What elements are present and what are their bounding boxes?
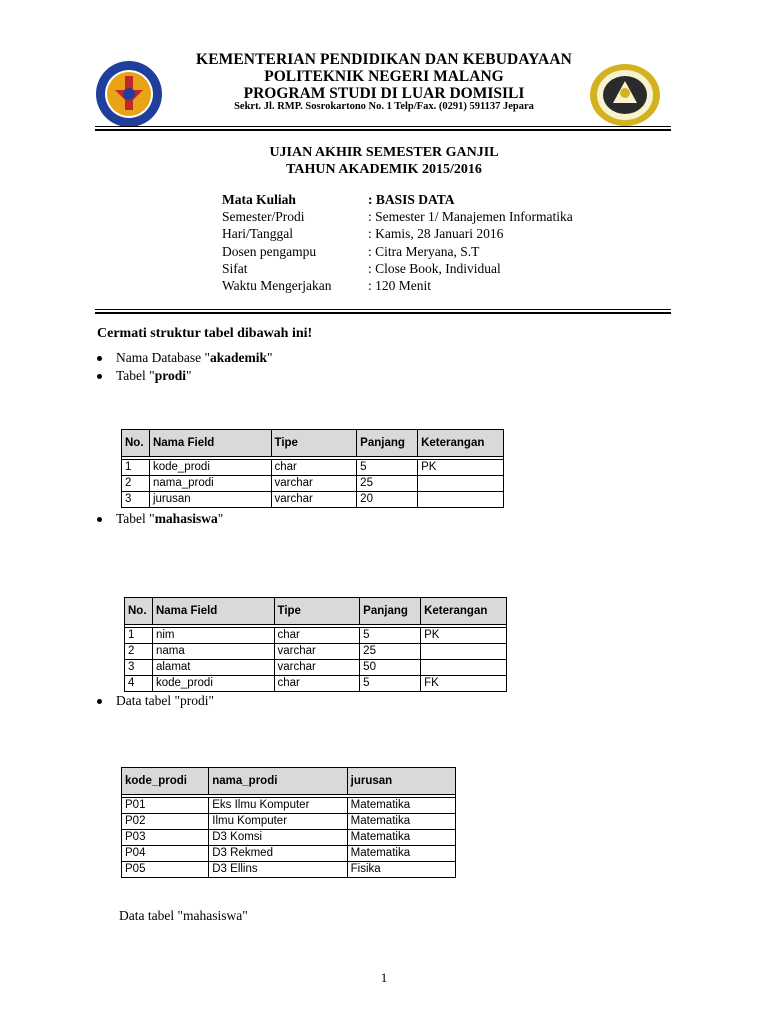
table-row [122,846,456,862]
meta-value: : Close Book, Individual [368,261,501,276]
table-cell: varchar [274,644,360,660]
table-name: prodi [154,368,186,383]
column-header: Keterangan [421,598,507,625]
table-cell: PK [421,628,507,644]
table-cell: D3 Komsi [209,830,347,846]
column-header: No. [122,430,150,457]
prodi-data-table [121,767,456,878]
program-name: PROGRAM STUDI DI LUAR DOMISILI [243,85,525,102]
table-cell: 5 [360,628,421,644]
table-cell: 2 [122,476,150,492]
meta-label: Semester/Prodi [222,209,305,224]
meta-label: Hari/Tanggal [222,226,294,241]
meta-label: Sifat [222,261,248,276]
ministry-name: KEMENTERIAN PENDIDIKAN DAN KEBUDAYAAN [196,51,572,68]
table-cell: varchar [271,476,357,492]
table-cell: 2 [125,644,153,660]
data-mahasiswa-label: Data tabel "mahasiswa" [119,908,248,923]
table-cell: 3 [122,492,150,508]
table-cell: D3 Rekmed [209,846,347,862]
bullet-data-prodi [97,693,214,709]
column-header: Keterangan [418,430,504,457]
column-header: Tipe [274,598,360,625]
bullet-text: Data tabel "prodi" [116,693,214,708]
table-cell: Ilmu Komputer [209,814,347,830]
column-header: nama_prodi [209,768,347,795]
table-cell: nama [152,644,274,660]
table-cell: kode_prodi [152,676,274,692]
database-name: akademik [209,350,267,365]
meta-value: : Kamis, 28 Januari 2016 [368,226,504,241]
table-cell [418,476,504,492]
column-header: kode_prodi [122,768,209,795]
bullet-table-mahasiswa [97,511,223,527]
bullet-prefix: Tabel " [116,511,155,526]
table-cell: nama_prodi [149,476,271,492]
table-cell: char [271,460,357,476]
bullet-suffix: " [217,511,224,526]
table-cell: Fisika [347,862,455,878]
table-cell: 50 [360,660,421,676]
bullet-database [97,350,273,366]
column-header: No. [125,598,153,625]
table-row [125,628,507,644]
table-cell: P02 [122,814,209,830]
column-header: Nama Field [149,430,271,457]
meta-value: : Citra Meryana, S.T [368,244,480,259]
table-row [122,830,456,846]
table-cell: jurusan [149,492,271,508]
prodi-structure-table [121,429,504,508]
meta-divider [95,309,671,310]
table-row [122,492,504,508]
bullet-icon [97,699,102,704]
column-header: Tipe [271,430,357,457]
bullet-prefix: Nama Database " [116,350,210,365]
table-cell: nim [152,628,274,644]
table-row [122,814,456,830]
table-cell: Matematika [347,830,455,846]
meta-divider-thick [95,312,671,314]
table-cell: 5 [357,460,418,476]
header-divider [95,126,671,127]
bullet-suffix: " [266,350,273,365]
table-cell: Matematika [347,814,455,830]
table-cell: P01 [122,798,209,814]
table-cell [421,644,507,660]
meta-value: : Semester 1/ Manajemen Informatika [368,209,573,224]
institution-name: POLITEKNIK NEGERI MALANG [264,68,504,85]
instruction-heading: Cermati struktur tabel dibawah ini! [97,326,313,341]
table-cell: char [274,676,360,692]
table-header-row [122,430,504,457]
address-line: Sekrt. Jl. RMP. Sosrokartono No. 1 Telp/Fax. (0291) 591137 Jepara [234,101,534,112]
table-row [122,798,456,814]
table-cell: 20 [357,492,418,508]
table-cell: 5 [360,676,421,692]
table-cell: kode_prodi [149,460,271,476]
table-cell: char [274,628,360,644]
bullet-prefix: Tabel " [116,368,155,383]
meta-label: Dosen pengampu [222,244,317,259]
header-divider-thick [95,129,671,131]
mahasiswa-structure-table [124,597,507,692]
table-cell: FK [421,676,507,692]
table-cell [421,660,507,676]
meta-label: Mata Kuliah [222,192,296,207]
table-row [125,676,507,692]
exam-year: TAHUN AKADEMIK 2015/2016 [286,162,482,177]
table-name: mahasiswa [154,511,218,526]
bullet-suffix: " [185,368,192,383]
bullet-table-prodi [97,368,191,384]
meta-value: : BASIS DATA [368,192,455,207]
table-row [125,660,507,676]
table-cell: 25 [357,476,418,492]
table-cell: 1 [122,460,150,476]
meta-value: : 120 Menit [368,278,431,293]
table-cell: PK [418,460,504,476]
table-cell: D3 Ellins [209,862,347,878]
table-cell [418,492,504,508]
column-header: Nama Field [152,598,274,625]
table-row [122,476,504,492]
table-cell: Matematika [347,798,455,814]
table-cell: P05 [122,862,209,878]
column-header: jurusan [347,768,455,795]
table-cell: 4 [125,676,153,692]
table-row [125,644,507,660]
table-row [122,460,504,476]
table-cell: P04 [122,846,209,862]
table-cell: 25 [360,644,421,660]
meta-label: Waktu Mengerjakan [222,278,332,293]
table-cell: P03 [122,830,209,846]
table-row [122,862,456,878]
table-header-row [122,768,456,795]
table-cell: varchar [271,492,357,508]
bullet-icon [97,517,102,522]
exam-title: UJIAN AKHIR SEMESTER GANJIL [269,145,499,160]
table-cell: Eks Ilmu Komputer [209,798,347,814]
bullet-icon [97,374,102,379]
table-cell: 1 [125,628,153,644]
table-cell: alamat [152,660,274,676]
table-header-row [125,598,507,625]
table-cell: varchar [274,660,360,676]
table-cell: Matematika [347,846,455,862]
bullet-icon [97,356,102,361]
column-header: Panjang [357,430,418,457]
page-number: 1 [380,970,388,985]
table-cell: 3 [125,660,153,676]
column-header: Panjang [360,598,421,625]
